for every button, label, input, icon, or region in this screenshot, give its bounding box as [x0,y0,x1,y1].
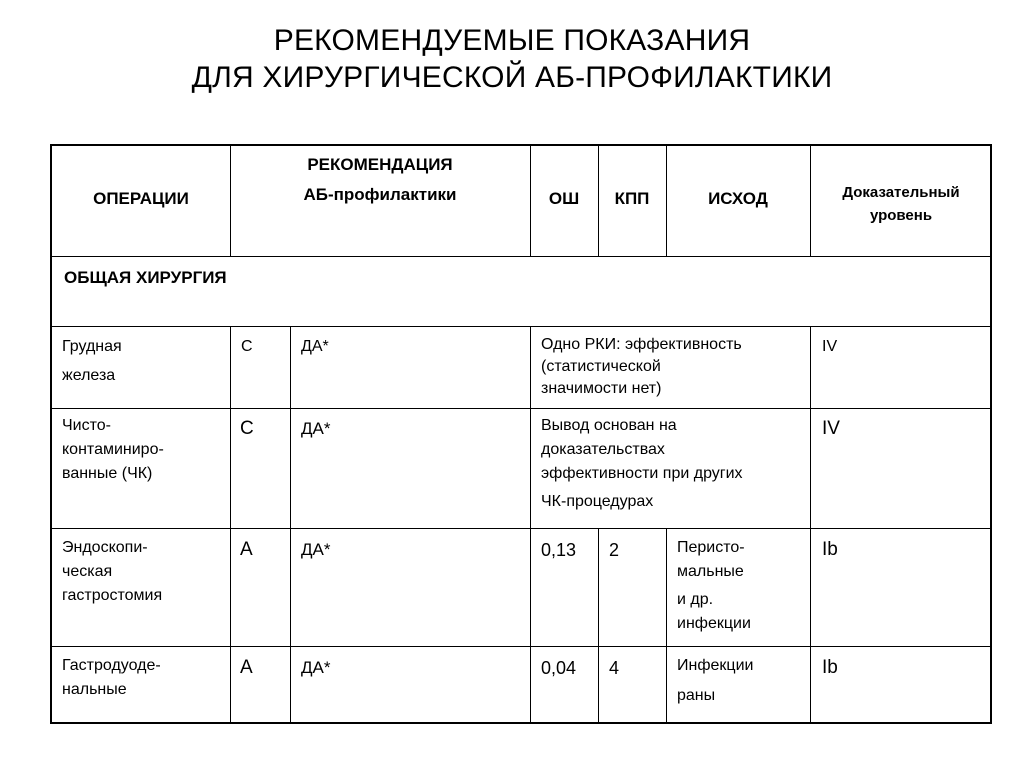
page-title [0,22,1024,96]
header-outcome: ИСХОД [708,189,768,208]
row1-outcome-line: значимости нет) [541,380,662,397]
recommendations-table [50,144,992,724]
row3-or: 0,13 [541,540,577,560]
row3-recommendation: ДА* [301,540,331,559]
row4-kpp: 4 [609,658,620,678]
row-divider [52,646,992,647]
row1-evidence-level: IV [822,338,838,355]
row3-operation-line: гастростомия [62,587,163,604]
row2-operation-line: контаминиро- [62,441,164,458]
row2-operation [62,414,164,486]
row2-evidence-level: IV [822,418,840,439]
row3-outcome-line: мальные [677,563,744,580]
row2-outcome-line: эффективности при других [541,465,743,482]
row3-grade: A [240,539,253,560]
row4-recommendation: ДА* [301,658,331,677]
row3-operation-line: Эндоскопи- [62,539,148,556]
row3-kpp: 2 [609,540,620,560]
row3-operation-line: ческая [62,563,113,580]
row1-outcome [541,334,742,400]
row-divider [52,528,992,529]
row1-outcome-line: (статистической [541,358,661,375]
row2-recommendation: ДА* [301,419,331,438]
header-recommendation [230,153,530,207]
row-divider [52,326,992,327]
row3-evidence-level: Ib [822,539,838,560]
title-line-1: РЕКОМЕНДУЕМЫЕ ПОКАЗАНИЯ [273,24,751,57]
section-general-surgery: ОБЩАЯ ХИРУРГИЯ [64,268,227,287]
row1-outcome-line: Одно РКИ: эффективность [541,336,742,353]
row2-outcome-line: ЧК-процедурах [541,493,654,510]
row1-operation-line: железа [62,367,116,384]
row2-outcome [541,414,743,514]
column-divider [666,528,667,724]
row2-outcome-line: Вывод основан на [541,417,677,434]
row1-operation [62,334,122,388]
row4-outcome-line: раны [677,687,716,704]
row3-outcome-line: Перисто- [677,539,745,556]
column-divider [810,326,811,724]
row2-outcome-line: доказательствах [541,441,665,458]
row4-evidence-level: Ib [822,657,838,678]
row3-outcome-line: инфекции [677,615,751,632]
header-recommendation-line1: РЕКОМЕНДАЦИЯ [307,155,453,174]
title-line-2: ДЛЯ ХИРУРГИЧЕСКОЙ АБ-ПРОФИЛАКТИКИ [191,61,833,94]
header-evidence-line2: уровень [869,207,933,224]
row4-operation [62,654,161,702]
row3-outcome [677,536,751,636]
header-evidence-level [810,181,992,227]
row2-operation-line: ванные (ЧК) [62,465,153,482]
row4-outcome-line: Инфекции [677,657,754,674]
header-evidence-line1: Доказательный [842,184,960,201]
header-operations: ОПЕРАЦИИ [93,189,189,208]
row1-grade: C [241,338,253,355]
column-divider [230,326,231,724]
row3-operation [62,536,162,608]
row2-grade: C [240,418,254,439]
row4-grade: A [240,657,253,678]
row4-operation-line: нальные [62,681,127,698]
row4-operation-line: Гастродуоде- [62,657,161,674]
column-divider [530,326,531,724]
row3-outcome-line: и др. [677,591,714,608]
header-recommendation-line2: АБ-профилактики [303,185,457,204]
column-divider [598,528,599,724]
column-divider [290,326,291,724]
row-divider [52,408,992,409]
header-kpp: КПП [614,189,650,208]
row2-operation-line: Чисто- [62,417,111,434]
row1-operation-line: Грудная [62,338,122,355]
row-divider [52,256,992,257]
row4-or: 0,04 [541,658,577,678]
row4-outcome [677,654,753,708]
row1-recommendation: ДА* [301,338,329,355]
header-or: ОШ [548,189,580,208]
